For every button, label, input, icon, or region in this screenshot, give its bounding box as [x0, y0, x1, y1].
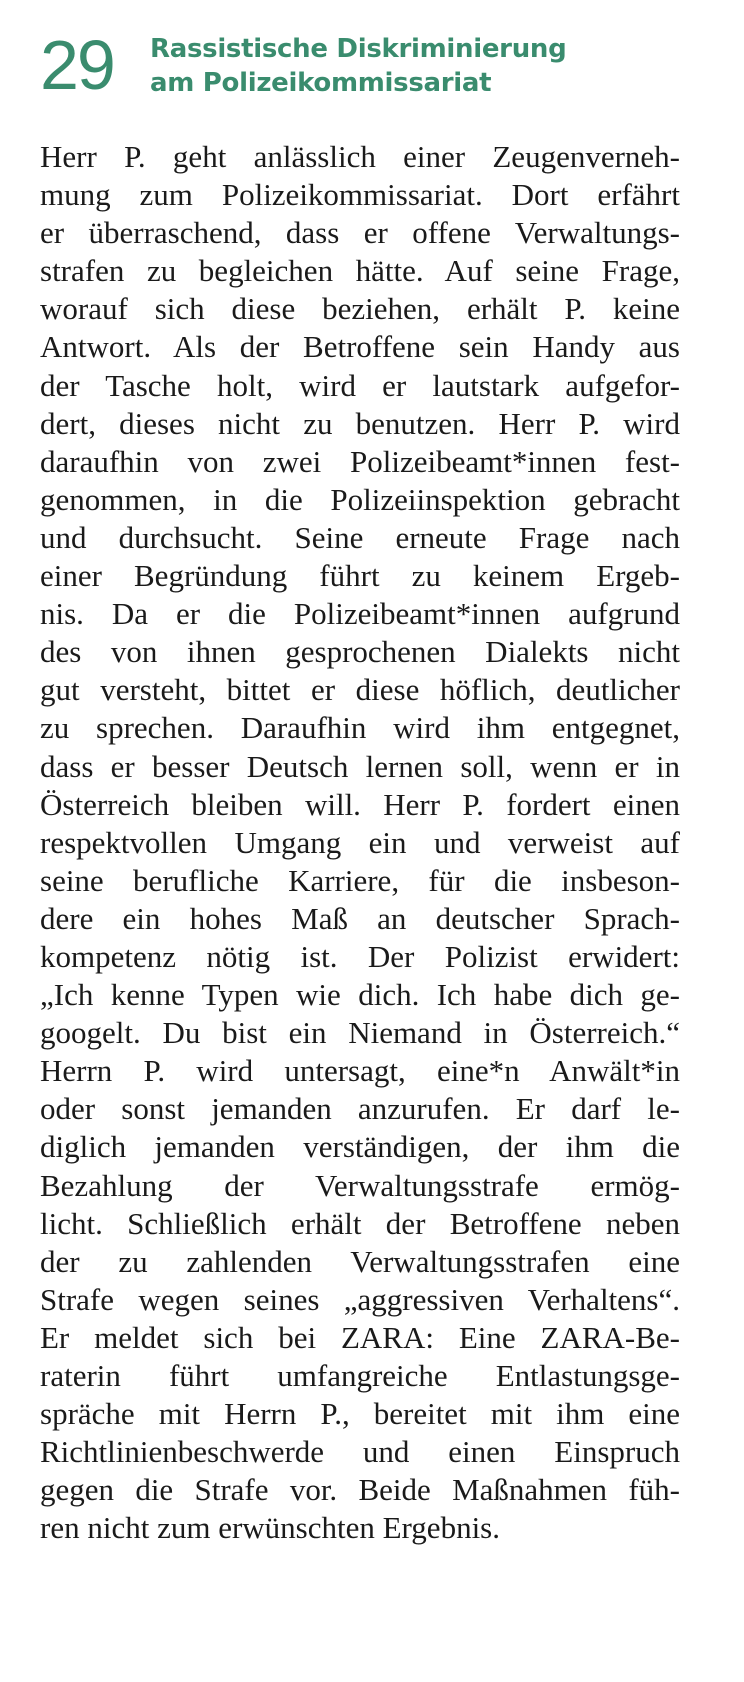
body-text-line: zu sprechen. Daraufhin wird ihm entgegnet, — [40, 710, 680, 746]
body-text-line: daraufhin von zwei Polizeibeamt*innen fest- — [40, 443, 680, 479]
body-text-line: Strafe wegen seines „aggressiven Verhaltens“. — [40, 1281, 680, 1317]
body-text-line: er überraschend, dass er offene Verwaltungs- — [40, 215, 680, 251]
body-text-line: einer Begründung führt zu keinem Ergeb- — [40, 558, 680, 594]
case-title-line: am Polizeikommissariat — [150, 68, 492, 98]
case-title — [150, 32, 566, 100]
body-text-line: Richtlinienbeschwerde und einen Einspruch — [40, 1434, 680, 1470]
body-text-line: raterin führt umfangreiche Entlastungsge- — [40, 1358, 680, 1393]
body-text-line: „Ich kenne Typen wie dich. Ich habe dich ge- — [40, 977, 680, 1013]
body-text-line: respektvollen Umgang ein und verweist auf — [40, 824, 680, 860]
body-text-line: Österreich bleiben will. Herr P. fordert einen — [40, 786, 680, 822]
case-title-line: Rassistische Diskriminierung — [150, 34, 567, 64]
body-text-line: und durchsucht. Seine erneute Frage nach — [40, 519, 680, 555]
body-text-line: strafen zu begleichen hätte. Auf seine Frage, — [40, 253, 680, 289]
body-text-line: gut versteht, bittet er diese höflich, deutlicher — [40, 672, 680, 708]
body-text-line: googelt. Du bist ein Niemand in Österreich.“ — [40, 1015, 680, 1051]
body-text-line: oder sonst jemanden anzurufen. Er darf le- — [40, 1091, 680, 1127]
body-text-line: seine berufliche Karriere, für die insbeson- — [40, 862, 680, 898]
body-text-line: Bezahlung der Verwaltungsstrafe ermög- — [40, 1167, 680, 1203]
case-number: 29 — [40, 26, 114, 104]
body-text-line: mung zum Polizeikommissariat. Dort erfährt — [40, 177, 680, 213]
body-text-line: gegen die Strafe vor. Beide Maßnahmen füh- — [40, 1472, 680, 1508]
body-text-line: dass er besser Deutsch lernen soll, wenn er in — [40, 748, 680, 784]
body-text-line: diglich jemanden verständigen, der ihm die — [40, 1129, 680, 1165]
body-text-line: des von ihnen gesprochenen Dialekts nicht — [40, 634, 680, 670]
body-text-line: Herrn P. wird untersagt, eine*n Anwält*in — [40, 1053, 680, 1089]
body-text-line: nis. Da er die Polizeibeamt*innen aufgrund — [40, 596, 680, 632]
body-text-line: der zu zahlenden Verwaltungsstrafen eine — [40, 1243, 680, 1279]
case-header — [40, 24, 567, 104]
body-text-line: Antwort. Als der Betroffene sein Handy aus — [40, 329, 680, 365]
body-text-line: worauf sich diese beziehen, erhält P. keine — [40, 291, 680, 327]
body-text-line: der Tasche holt, wird er lautstark aufgefor- — [40, 367, 680, 403]
body-text-line: kompetenz nötig ist. Der Polizist erwidert: — [40, 938, 680, 974]
case-body-text — [40, 138, 680, 1547]
body-text-line: dere ein hohes Maß an deutscher Sprach- — [40, 900, 680, 936]
body-text-line: Er meldet sich bei ZARA: Eine ZARA-Be- — [40, 1319, 680, 1355]
body-text-line: ren nicht zum erwünschten Ergebnis. — [40, 1510, 500, 1546]
body-text-line: spräche mit Herrn P., bereitet mit ihm eine — [40, 1396, 680, 1432]
body-text-line: dert, dieses nicht zu benutzen. Herr P. wird — [40, 405, 680, 441]
body-text-line: Herr P. geht anlässlich einer Zeugenverneh- — [40, 139, 680, 174]
body-text-line: licht. Schließlich erhält der Betroffene neben — [40, 1205, 680, 1241]
body-text-line: genommen, in die Polizeiinspektion gebracht — [40, 481, 680, 517]
